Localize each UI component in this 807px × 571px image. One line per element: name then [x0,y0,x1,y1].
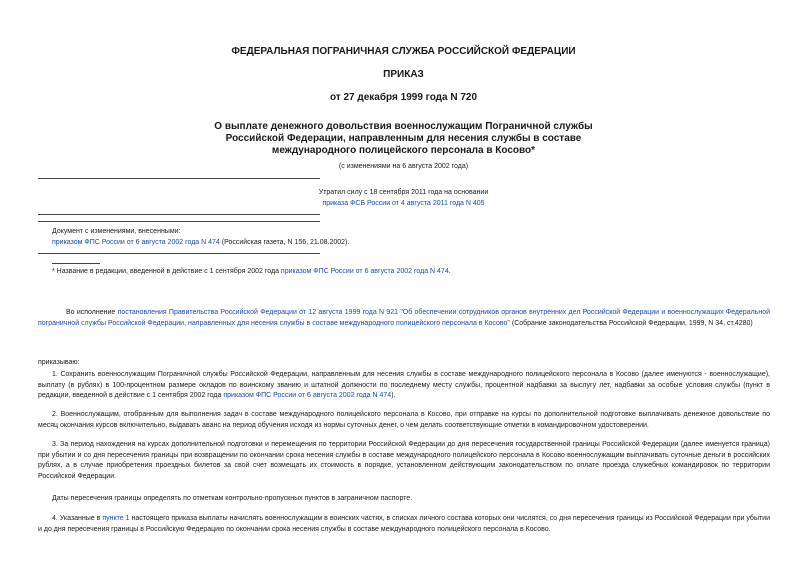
title-line-2: Российской Федерации, направленным для несения службы в составе [225,133,582,144]
intro-lead: Во исполнение [66,309,118,316]
amending-order-link[interactable]: приказом ФПС России от 6 августа 2002 года N 474 [52,239,220,246]
paragraph-1-ref-link[interactable]: пункте 1 [102,515,130,522]
paragraph-1-order-link[interactable]: приказом ФПС России от 6 августа 2002 года N 474 [223,392,392,399]
title-line-1: О выплате денежного довольствия военнослужащим Пограничной службы [214,121,593,132]
amended-by-source: (Российская газета, N 156, 21.08.2002). [219,239,350,246]
government-decree-link[interactable]: постановления Правительства Российской Федерации от 12 августа 1999 года N 921 "Об обеспечении сотрудников органов внутренних дел Российской Федерации и военнослужащих Федеральной пограничной службы Российской Федерации, направленных для несения службы в составе международного полицейского персонала в Косово" [38,309,770,327]
paragraph-3: 3. За период нахождения на курсах дополнительной подготовки и перемещения по территории Российской Федерации до дня пересечения государственной границы Российской Федерации (далее именуется граница) при убытии и со дня пересечения границы при возвращении по окончании срока несения службы в составе международного полицейского персонала в Косово военнослужащим выплачивать суточные деньги в российских рублях, а в случае приобретения проездных билетов за свой счет возмещать их стоимость в порядке, установленном действующим законодательством по оплате проезда служебных командировок по территории Российской Федерации. [38,441,770,480]
intro-source: (Собрание законодательства Российской Федерации, 1999, N 34, ст.4280) [509,319,753,327]
paragraph-1 [38,370,770,402]
intro-paragraph [38,308,770,329]
separator-rule [38,214,320,215]
paragraph-2: 2. Военнослужащим, отобранным для выполнения задач в составе международного полицейского персонала в Косово, при отправке на курсы по дополнительной подготовке выплачивать денежное довольствие по месяц окончания курсов включительно, выдавать аванс на период обучения исходя из нормы суточных денег, о чем делать соответствующие отметки в командировочном удостоверении. [38,411,770,429]
separator-rule [38,178,320,179]
agency-heading: ФЕДЕРАЛЬНАЯ ПОГРАНИЧНАЯ СЛУЖБА РОССИЙСКОЙ ФЕДЕРАЦИИ [231,46,576,57]
footnote-order-link[interactable]: приказом ФПС России от 6 августа 2002 года N 474 [280,268,449,275]
order-word: приказываю: [38,359,80,366]
title-line-3: международного полицейского персонала в Косово* [271,145,536,156]
footnote-text: * Название в редакции, введенной в действие с 1 сентября 2002 года [52,268,281,275]
paragraph-4 [38,514,770,535]
amended-by-label: Документ с изменениями, внесенными: [52,228,181,235]
doc-type-heading: ПРИКАЗ [383,69,424,80]
footnote-tail: . [448,268,451,275]
date-number-heading: от 27 декабря 1999 года N 720 [329,92,478,103]
separator-rule [38,221,320,222]
footnote-rule [52,263,100,264]
paragraph-4-text: настоящего приказа выплаты начислять военнослужащим в воинских частях, в списках личного состава которых они числятся, со дня пересечения границы из Российской Федерации при убытии и до дня пересечения границы в Российскую Федерацию по окончании срока несения службы в составе международного полицейского персонала в Косово. [38,515,771,533]
paragraph-3b: Даты пересечения границы определять по отметкам контрольно-пропускных пунктов в заграничном паспорте. [52,495,413,502]
expired-line: Утратил силу с 18 сентября 2011 года на основании [318,189,489,196]
paragraph-1-tail: ). [391,392,396,399]
amended-by-line [52,238,349,248]
paragraph-4-lead: 4. Указанные в [52,515,103,522]
amendments-note: (с изменениями на 6 августа 2002 года) [338,163,469,170]
separator-rule [38,253,320,254]
paragraph-1-text: 1. Сохранить военнослужащим Пограничной службы Российской Федерации, направленным для несения службы в составе международного полицейского персонала в Косово (далее именуются - военнослужащие), выплату (в рублях) в 100-процентном размере окладов по воинскому званию и штатной должности по последнему месту службы, процентной надбавки за выслугу лет, надбавки за особые условия службы (пункт в редакции, введенной в действие с 1 сентября 2002 года [38,371,770,399]
expired-order-link[interactable]: приказа ФСБ России от 4 августа 2011 года N 405 [322,200,485,207]
footnote [52,267,451,277]
